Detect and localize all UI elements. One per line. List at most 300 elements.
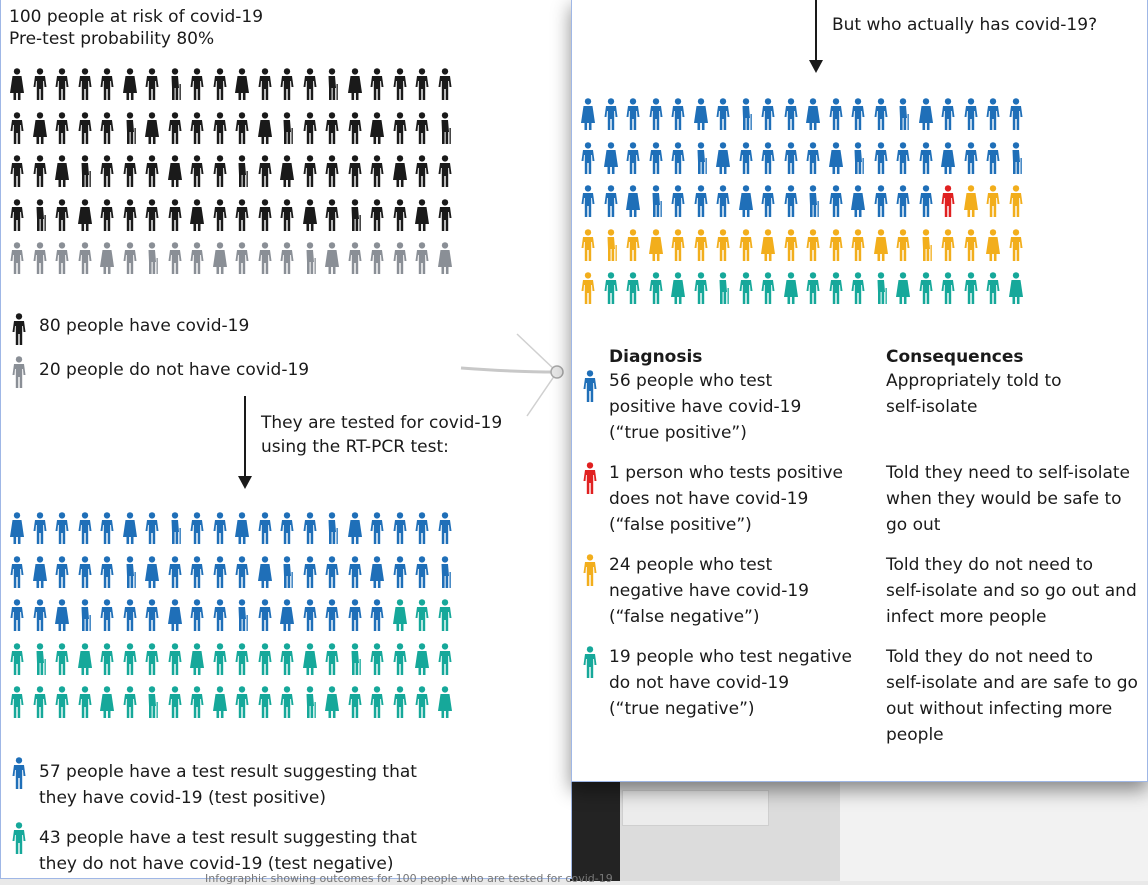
title-line-2: Pre-test probability 80% [9, 29, 215, 49]
grid-outcomes-person-false_negative [895, 229, 911, 261]
grid-test-result-person-positive [32, 556, 48, 588]
grid-outcomes-person-true_positive [895, 98, 911, 130]
grid-at-risk-person-have [189, 112, 205, 144]
grid-test-result-person-positive [144, 556, 160, 588]
person-icon-test-positive [11, 757, 27, 789]
grid-test-result-person-positive [77, 556, 93, 588]
grid-test-result-person-positive [122, 512, 138, 544]
grid-test-result-person-positive [9, 599, 25, 631]
grid-at-risk-person-not [414, 242, 430, 274]
grid-test-result-person-positive [77, 512, 93, 544]
grid-test-result-person-positive [99, 556, 115, 588]
grid-test-result-person-positive [99, 512, 115, 544]
grid-outcomes-person-false_negative [783, 229, 799, 261]
grid-test-result-person-positive [302, 599, 318, 631]
grid-at-risk-person-have [212, 68, 228, 100]
grid-test-result-person-negative [54, 643, 70, 675]
grid-outcomes-person-false_negative [940, 229, 956, 261]
grid-outcomes-person-true_positive [985, 98, 1001, 130]
grid-at-risk-person-have [77, 112, 93, 144]
grid-at-risk-person-have [32, 155, 48, 187]
grid-outcomes-person-true_negative [1008, 272, 1024, 304]
grid-outcomes-person-true_positive [783, 142, 799, 174]
grid-at-risk-person-have [144, 68, 160, 100]
grid-test-result-person-positive [234, 512, 250, 544]
consequence-true-positive-line: Appropriately told to [886, 371, 1062, 391]
grid-test-result-person-positive [167, 599, 183, 631]
grid-test-result-person-positive [347, 556, 363, 588]
grid-at-risk-person-have [279, 112, 295, 144]
grid-at-risk-person-have [414, 155, 430, 187]
grid-outcomes-person-true_positive [580, 185, 596, 217]
grid-test-result-person-positive [324, 512, 340, 544]
consequence-false-positive-line: when they would be safe to [886, 489, 1122, 509]
grid-test-result-person-negative [437, 599, 453, 631]
grid-test-result-person-negative [212, 643, 228, 675]
grid-outcomes-person-false_negative [738, 229, 754, 261]
grid-test-result-person-negative [302, 686, 318, 718]
legend-positive-line-1: 57 people have a test result suggesting that [39, 762, 417, 782]
grid-outcomes-person-true_positive [738, 185, 754, 217]
grid-outcomes-person-true_positive [670, 142, 686, 174]
grid-at-risk-person-have [279, 68, 295, 100]
grid-test-result-person-positive [369, 599, 385, 631]
background-box [622, 790, 769, 826]
grid-at-risk-person-have [257, 68, 273, 100]
grid-test-result-person-positive [234, 599, 250, 631]
grid-outcomes-person-true_negative [693, 272, 709, 304]
grid-test-result-person-positive [414, 556, 430, 588]
grid-outcomes-person-true_positive [648, 98, 664, 130]
grid-at-risk-person-have [234, 155, 250, 187]
grid-outcomes-person-true_positive [783, 98, 799, 130]
grid-at-risk-person-not [392, 242, 408, 274]
grid-at-risk-person-have [324, 199, 340, 231]
grid-at-risk-person-not [257, 242, 273, 274]
grid-at-risk-person-not [54, 242, 70, 274]
grid-at-risk-person-not [212, 242, 228, 274]
grid-test-result-person-negative [414, 686, 430, 718]
grid-at-risk-person-have [9, 155, 25, 187]
grid-outcomes-person-true_positive [625, 185, 641, 217]
grid-at-risk-person-not [99, 242, 115, 274]
grid-test-result-person-negative [279, 643, 295, 675]
grid-at-risk-person-have [54, 68, 70, 100]
grid-test-result-person-positive [9, 512, 25, 544]
grid-outcomes-person-false_negative [805, 229, 821, 261]
grid-test-result-person-negative [392, 599, 408, 631]
grid-at-risk-person-have [392, 199, 408, 231]
grid-outcomes-person-false_negative [580, 229, 596, 261]
grid-test-result-person-negative [279, 686, 295, 718]
grid-test-result-person-positive [212, 556, 228, 588]
grid-test-result-person-negative [302, 643, 318, 675]
background-strip-right [840, 781, 1148, 881]
grid-test-result-person-positive [122, 599, 138, 631]
grid-test-result-person-negative [99, 686, 115, 718]
grid-test-result-person-positive [32, 512, 48, 544]
grid-outcomes-person-true_positive [940, 98, 956, 130]
grid-at-risk-person-have [212, 112, 228, 144]
grid-test-result-person-positive [302, 512, 318, 544]
grid-at-risk-person-have [189, 199, 205, 231]
grid-outcomes-person-true_positive [625, 142, 641, 174]
grid-test-result-person-positive [189, 599, 205, 631]
grid-at-risk-person-have [347, 112, 363, 144]
person-icon-true-positive [582, 370, 598, 402]
grid-outcomes-person-true_negative [738, 272, 754, 304]
grid-at-risk-person-have [54, 112, 70, 144]
grid-at-risk-person-have [144, 112, 160, 144]
grid-outcomes-person-true_positive [648, 142, 664, 174]
grid-outcomes-person-true_negative [603, 272, 619, 304]
grid-test-result-person-positive [144, 512, 160, 544]
grid-outcomes-person-true_positive [805, 142, 821, 174]
grid-at-risk-person-have [324, 112, 340, 144]
grid-outcomes-person-true_positive [603, 98, 619, 130]
grid-outcomes-person-true_positive [895, 142, 911, 174]
grid-test-result-person-negative [414, 599, 430, 631]
grid-test-result-person-negative [144, 643, 160, 675]
diagnosis-true-positive-line: positive have covid-19 [609, 397, 802, 417]
grid-at-risk-person-not [279, 242, 295, 274]
person-icon-false-negative [582, 554, 598, 586]
consequence-false-positive-line: Told they need to self-isolate [886, 463, 1131, 483]
grid-outcomes-person-true_positive [760, 185, 776, 217]
grid-outcomes-person-true_negative [805, 272, 821, 304]
grid-at-risk-person-have [302, 112, 318, 144]
grid-outcomes-person-false_negative [760, 229, 776, 261]
grid-test-result-person-negative [122, 643, 138, 675]
consequence-true-negative-line: self-isolate and are safe to go [886, 673, 1138, 693]
grid-test-result-person-positive [279, 599, 295, 631]
grid-test-result-person-negative [234, 643, 250, 675]
grid-test-result-person-positive [54, 512, 70, 544]
grid-outcomes-person-true_positive [693, 185, 709, 217]
consequence-false-positive-line: go out [886, 515, 941, 535]
grid-at-risk-person-have [414, 112, 430, 144]
diagnosis-header: Diagnosis [609, 347, 703, 367]
grid-outcomes-person-false_negative [873, 229, 889, 261]
arrow-head-right [809, 60, 823, 73]
grid-at-risk-person-not [302, 242, 318, 274]
grid-test-result-person-positive [279, 556, 295, 588]
grid-test-result-person-negative [324, 643, 340, 675]
grid-at-risk-person-have [9, 68, 25, 100]
grid-outcomes-person-true_positive [873, 142, 889, 174]
grid-test-result-person-positive [347, 512, 363, 544]
grid-outcomes-person-true_positive [873, 98, 889, 130]
diagnosis-false-positive-line: (“false positive”) [609, 515, 752, 535]
arrow-head-left [238, 476, 252, 489]
people-grid-test-result [9, 512, 479, 728]
diagnosis-true-negative-line: 19 people who test negative [609, 647, 852, 667]
grid-at-risk-person-have [212, 199, 228, 231]
grid-test-result-person-positive [144, 599, 160, 631]
grid-test-result-person-positive [392, 556, 408, 588]
grid-at-risk-person-have [392, 68, 408, 100]
grid-outcomes-person-true_positive [985, 142, 1001, 174]
grid-outcomes-person-true_positive [873, 185, 889, 217]
grid-at-risk-person-have [437, 112, 453, 144]
grid-test-result-person-positive [437, 556, 453, 588]
grid-at-risk-person-have [54, 199, 70, 231]
tested-line-2: using the RT-PCR test: [261, 437, 449, 457]
people-grid-at-risk [9, 68, 479, 284]
grid-at-risk-person-have [32, 68, 48, 100]
grid-outcomes-person-true_negative [760, 272, 776, 304]
grid-at-risk-person-have [32, 112, 48, 144]
grid-test-result-person-negative [437, 686, 453, 718]
grid-at-risk-person-have [77, 68, 93, 100]
grid-outcomes-person-true_negative [625, 272, 641, 304]
grid-outcomes-person-true_negative [985, 272, 1001, 304]
grid-outcomes-person-false_negative [1008, 229, 1024, 261]
grid-test-result-person-negative [392, 643, 408, 675]
grid-at-risk-person-not [122, 242, 138, 274]
grid-at-risk-person-have [257, 199, 273, 231]
grid-outcomes-person-false_negative [985, 229, 1001, 261]
grid-at-risk-person-have [122, 112, 138, 144]
grid-test-result-person-positive [392, 512, 408, 544]
grid-outcomes-person-true_positive [625, 98, 641, 130]
grid-outcomes-person-true_negative [670, 272, 686, 304]
diagnosis-false-negative-line: (“false negative”) [609, 607, 760, 627]
grid-test-result-person-positive [9, 556, 25, 588]
grid-at-risk-person-have [9, 112, 25, 144]
grid-outcomes-person-true_positive [850, 98, 866, 130]
grid-test-result-person-negative [437, 643, 453, 675]
grid-outcomes-person-true_negative [850, 272, 866, 304]
grid-at-risk-person-have [234, 112, 250, 144]
grid-outcomes-person-true_positive [715, 98, 731, 130]
grid-test-result-person-positive [257, 512, 273, 544]
grid-at-risk-person-have [144, 155, 160, 187]
grid-at-risk-person-have [189, 155, 205, 187]
grid-at-risk-person-have [437, 68, 453, 100]
grid-outcomes-person-true_positive [580, 98, 596, 130]
grid-outcomes-person-false_negative [648, 229, 664, 261]
grid-at-risk-person-have [77, 155, 93, 187]
grid-at-risk-person-have [212, 155, 228, 187]
grid-test-result-person-negative [167, 686, 183, 718]
grid-at-risk-person-have [167, 199, 183, 231]
background-dark-area [570, 781, 620, 881]
grid-test-result-person-negative [189, 643, 205, 675]
grid-outcomes-person-true_positive [850, 142, 866, 174]
grid-outcomes-person-true_positive [963, 142, 979, 174]
grid-at-risk-person-have [279, 199, 295, 231]
grid-test-result-person-positive [167, 512, 183, 544]
grid-outcomes-person-true_negative [918, 272, 934, 304]
grid-test-result-person-positive [212, 599, 228, 631]
consequence-true-negative-line: Told they do not need to [886, 647, 1093, 667]
grid-outcomes-person-true_negative [895, 272, 911, 304]
grid-outcomes-person-true_positive [805, 98, 821, 130]
diagnosis-true-negative-line: (“true negative”) [609, 699, 755, 719]
grid-test-result-person-negative [77, 686, 93, 718]
grid-at-risk-person-have [99, 199, 115, 231]
left-infographic-panel [0, 0, 572, 879]
grid-test-result-person-positive [54, 556, 70, 588]
grid-test-result-person-positive [302, 556, 318, 588]
diagnosis-true-negative-line: do not have covid-19 [609, 673, 790, 693]
grid-outcomes-person-false_negative [715, 229, 731, 261]
grid-at-risk-person-not [324, 242, 340, 274]
legend-negative-line-1: 43 people have a test result suggesting that [39, 828, 417, 848]
grid-test-result-person-positive [369, 512, 385, 544]
grid-outcomes-person-true_positive [603, 142, 619, 174]
right-infographic-panel [571, 0, 1148, 782]
grid-test-result-person-positive [32, 599, 48, 631]
diagnosis-true-positive-line: 56 people who test [609, 371, 773, 391]
grid-test-result-person-positive [77, 599, 93, 631]
diagnosis-true-positive-line: (“true positive”) [609, 423, 747, 443]
grid-outcomes-person-true_positive [918, 98, 934, 130]
tested-line-1: They are tested for covid-19 [261, 413, 503, 433]
grid-at-risk-person-have [167, 68, 183, 100]
grid-outcomes-person-true_positive [715, 142, 731, 174]
grid-at-risk-person-have [54, 155, 70, 187]
grid-outcomes-person-true_positive [828, 142, 844, 174]
grid-at-risk-person-have [234, 199, 250, 231]
grid-at-risk-person-not [144, 242, 160, 274]
diagnosis-false-positive-line: 1 person who tests positive [609, 463, 843, 483]
grid-at-risk-person-not [189, 242, 205, 274]
consequences-header: Consequences [886, 347, 1024, 367]
grid-outcomes-person-true_negative [648, 272, 664, 304]
grid-outcomes-person-true_positive [963, 98, 979, 130]
grid-outcomes-person-false_negative [580, 272, 596, 304]
grid-at-risk-person-have [167, 112, 183, 144]
grid-test-result-person-negative [9, 643, 25, 675]
grid-outcomes-person-false_negative [670, 229, 686, 261]
grid-at-risk-person-have [302, 68, 318, 100]
grid-outcomes-person-true_positive [895, 185, 911, 217]
grid-at-risk-person-have [392, 112, 408, 144]
grid-at-risk-person-have [324, 155, 340, 187]
person-icon-true-negative [582, 646, 598, 678]
grid-outcomes-person-true_positive [693, 98, 709, 130]
grid-at-risk-person-have [414, 68, 430, 100]
grid-outcomes-person-true_positive [918, 142, 934, 174]
grid-test-result-person-negative [9, 686, 25, 718]
grid-test-result-person-positive [324, 599, 340, 631]
grid-outcomes-person-true_negative [940, 272, 956, 304]
grid-outcomes-person-true_positive [783, 185, 799, 217]
grid-at-risk-person-have [437, 199, 453, 231]
grid-at-risk-person-have [279, 155, 295, 187]
grid-test-result-person-negative [77, 643, 93, 675]
grid-test-result-person-positive [54, 599, 70, 631]
consequence-false-negative-line: infect more people [886, 607, 1047, 627]
diagnosis-false-negative-line: 24 people who test [609, 555, 773, 575]
grid-at-risk-person-have [99, 112, 115, 144]
grid-at-risk-person-have [257, 155, 273, 187]
grid-test-result-person-positive [324, 556, 340, 588]
grid-outcomes-person-true_positive [715, 185, 731, 217]
grid-outcomes-person-false_negative [963, 185, 979, 217]
grid-test-result-person-negative [257, 643, 273, 675]
grid-test-result-person-negative [212, 686, 228, 718]
title-line-1: 100 people at risk of covid-19 [9, 7, 264, 27]
grid-outcomes-person-true_positive [940, 142, 956, 174]
consequence-true-negative-line: people [886, 725, 944, 745]
grid-test-result-person-negative [144, 686, 160, 718]
grid-outcomes-person-true_positive [738, 98, 754, 130]
diagnosis-false-negative-line: negative have covid-19 [609, 581, 809, 601]
grid-at-risk-person-have [257, 112, 273, 144]
grid-outcomes-person-true_positive [580, 142, 596, 174]
grid-test-result-person-negative [392, 686, 408, 718]
grid-test-result-person-positive [189, 512, 205, 544]
grid-outcomes-person-true_negative [963, 272, 979, 304]
grid-outcomes-person-true_negative [828, 272, 844, 304]
grid-outcomes-person-false_negative [828, 229, 844, 261]
grid-at-risk-person-have [234, 68, 250, 100]
legend-positive-line-2: they have covid-19 (test positive) [39, 788, 326, 808]
grid-at-risk-person-have [99, 68, 115, 100]
grid-at-risk-person-not [32, 242, 48, 274]
grid-at-risk-person-have [324, 68, 340, 100]
grid-at-risk-person-have [144, 199, 160, 231]
grid-outcomes-person-false_negative [918, 229, 934, 261]
grid-at-risk-person-not [9, 242, 25, 274]
grid-test-result-person-negative [369, 686, 385, 718]
grid-at-risk-person-have [99, 155, 115, 187]
grid-test-result-person-negative [54, 686, 70, 718]
grid-test-result-person-negative [122, 686, 138, 718]
grid-outcomes-person-true_negative [783, 272, 799, 304]
grid-test-result-person-negative [32, 686, 48, 718]
legend-negative-line-2: they do not have covid-19 (test negative) [39, 854, 394, 874]
grid-test-result-person-negative [414, 643, 430, 675]
consequence-false-negative-line: Told they do not need to [886, 555, 1093, 575]
grid-outcomes-person-true_positive [760, 142, 776, 174]
grid-test-result-person-positive [99, 599, 115, 631]
grid-at-risk-person-have [369, 155, 385, 187]
legend-have-covid: 80 people have covid-19 [39, 316, 250, 336]
person-icon-test-negative [11, 822, 27, 854]
question-text: But who actually has covid-19? [832, 15, 1098, 35]
grid-test-result-person-negative [324, 686, 340, 718]
grid-outcomes-person-true_positive [648, 185, 664, 217]
grid-at-risk-person-have [122, 68, 138, 100]
grid-test-result-person-positive [122, 556, 138, 588]
grid-outcomes-person-true_positive [670, 185, 686, 217]
grid-at-risk-person-have [392, 155, 408, 187]
grid-at-risk-person-not [77, 242, 93, 274]
grid-test-result-person-positive [234, 556, 250, 588]
grid-outcomes-person-true_negative [715, 272, 731, 304]
grid-at-risk-person-have [77, 199, 93, 231]
grid-at-risk-person-have [369, 68, 385, 100]
grid-test-result-person-negative [347, 686, 363, 718]
grid-test-result-person-negative [257, 686, 273, 718]
grid-at-risk-person-have [302, 155, 318, 187]
grid-test-result-person-positive [167, 556, 183, 588]
grid-at-risk-person-not [347, 242, 363, 274]
person-icon-no-covid [11, 356, 27, 388]
grid-test-result-person-positive [437, 512, 453, 544]
arrow-down-right [815, 0, 817, 60]
grid-outcomes-person-false_negative [693, 229, 709, 261]
grid-test-result-person-positive [347, 599, 363, 631]
grid-test-result-person-positive [414, 512, 430, 544]
grid-at-risk-person-have [122, 199, 138, 231]
grid-at-risk-person-have [369, 199, 385, 231]
grid-outcomes-person-true_positive [603, 185, 619, 217]
